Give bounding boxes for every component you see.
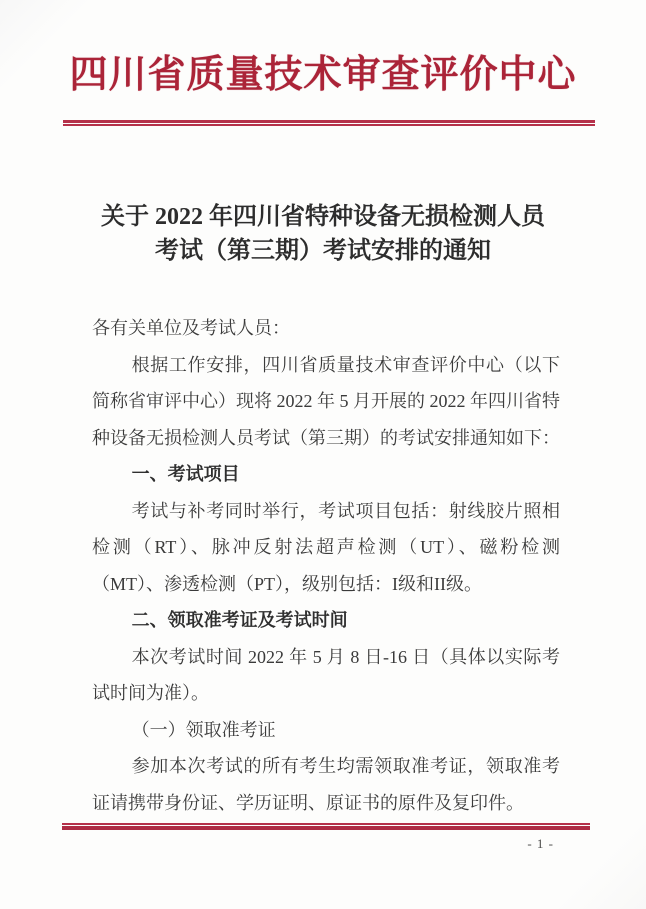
document-title (0, 200, 646, 268)
body-para-5: 本次考试时间 2022 年 5 月 8 日-16 日（具体以实际考试时间为准）。 (92, 646, 560, 703)
document-title-line1: 关于 2022 年四川省特种设备无损检测人员 (101, 204, 545, 230)
document-body (92, 310, 560, 821)
body-para-3: 考试与补考同时举行，考试项目包括：射线胶片照相检测（RT）、脉冲反射法超声检测（UT）、磁粉检测（MT）、渗透检测（PT），级别包括：I级和II级。 (92, 500, 560, 594)
footer-divider-thick-line (62, 826, 590, 830)
body-salutation-0: 各有关单位及考试人员： (92, 318, 290, 338)
page-number: - 1 - (527, 836, 554, 851)
body-subheading-6: （一）领取准考证 (131, 719, 276, 740)
letterhead-divider-thin-line (63, 124, 595, 126)
letterhead-divider (63, 120, 595, 126)
page-footer (0, 823, 646, 909)
body-para-7: 参加本次考试的所有考生均需领取准考证，领取准考证请携带身份证、学历证明、原证书的原件及复印件。 (92, 756, 560, 813)
body-heading-2: 一、考试项目 (131, 464, 240, 484)
letterhead-org-name: 四川省质量技术审查评价中心 (69, 54, 577, 96)
footer-divider (62, 823, 590, 830)
body-heading-4: 二、领取准考证及考试时间 (131, 610, 348, 630)
document-title-line2: 考试（第三期）考试安排的通知 (155, 238, 491, 264)
body-para-1: 根据工作安排，四川省质量技术审查评价中心（以下简称省审评中心）现将 2022 年 5 月开展的 2022 年四川省特种设备无损检测人员考试（第三期）的考试安排通知如下： (92, 354, 560, 448)
